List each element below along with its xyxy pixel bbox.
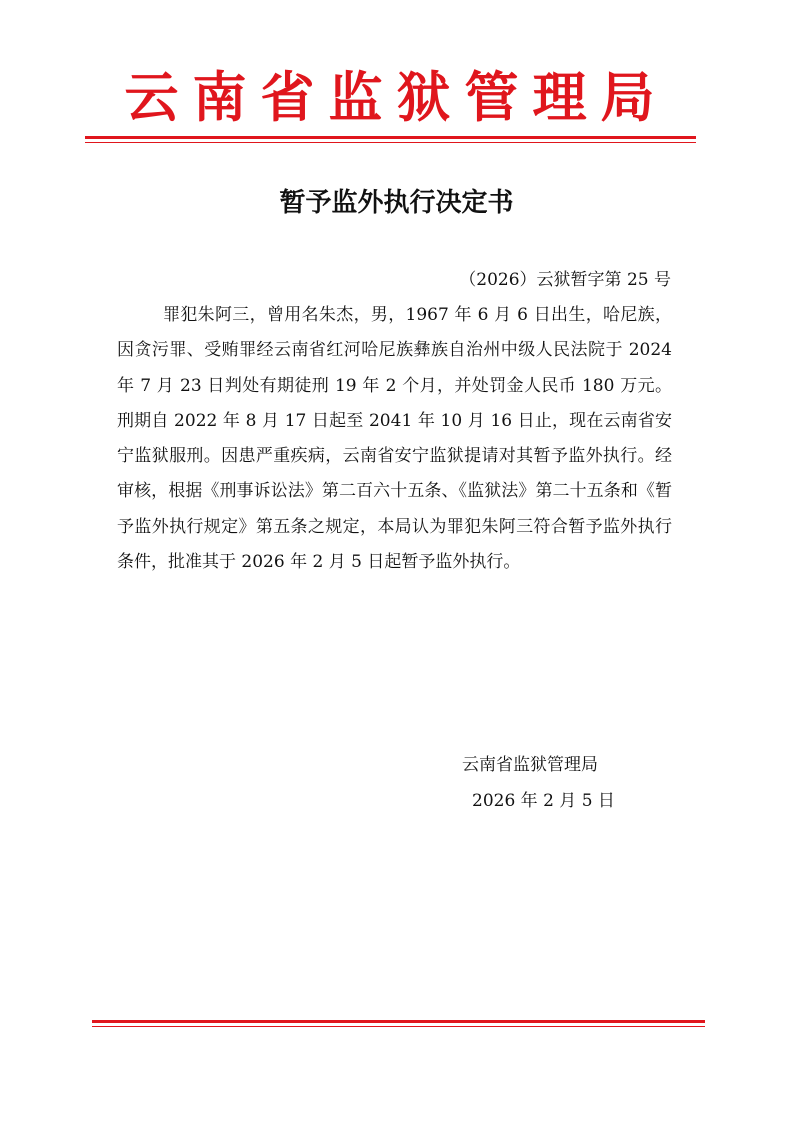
document-body: 罪犯朱阿三，曾用名朱杰，男，1967 年 6 月 6 日出生，哈尼族，因贪污罪、受贿罪经云南省红河哈尼族彝族自治州中级人民法院于 2024 年 7 月 23 日判处有期徒刑 19 年 2 个月，并处罚金人民币 180 万元。刑期自 2022 年 8 月 17 日起至 2041 年 10 月 16 日止，现在云南省安宁监狱服刑。因患严重疾病，云南省安宁监狱提请对其暂予监外执行。经审核，根据《刑事诉讼法》第二百六十五条、《监狱法》第二十五条和《暂予监外执行规定》第五条之规定，本局认为罪犯朱阿三符合暂予监外执行条件，批准其于 2026 年 2 月 5 日起暂予监外执行。 [117, 305, 672, 573]
footer-divider-thick [92, 1020, 705, 1023]
header-divider-thick [85, 136, 696, 139]
document-title: 暂予监外执行决定书 [279, 188, 514, 218]
document-number: （2026）云狱暂字第 25 号 [459, 270, 671, 290]
signature-block [462, 747, 615, 819]
footer-divider-thin [92, 1026, 705, 1027]
header-divider-thin [85, 142, 696, 143]
issuer-name: 云南省监狱管理局 [462, 755, 598, 775]
issue-date: 2026 年 2 月 5 日 [472, 791, 615, 811]
letterhead-title: 云南省监狱管理局 [124, 66, 669, 129]
